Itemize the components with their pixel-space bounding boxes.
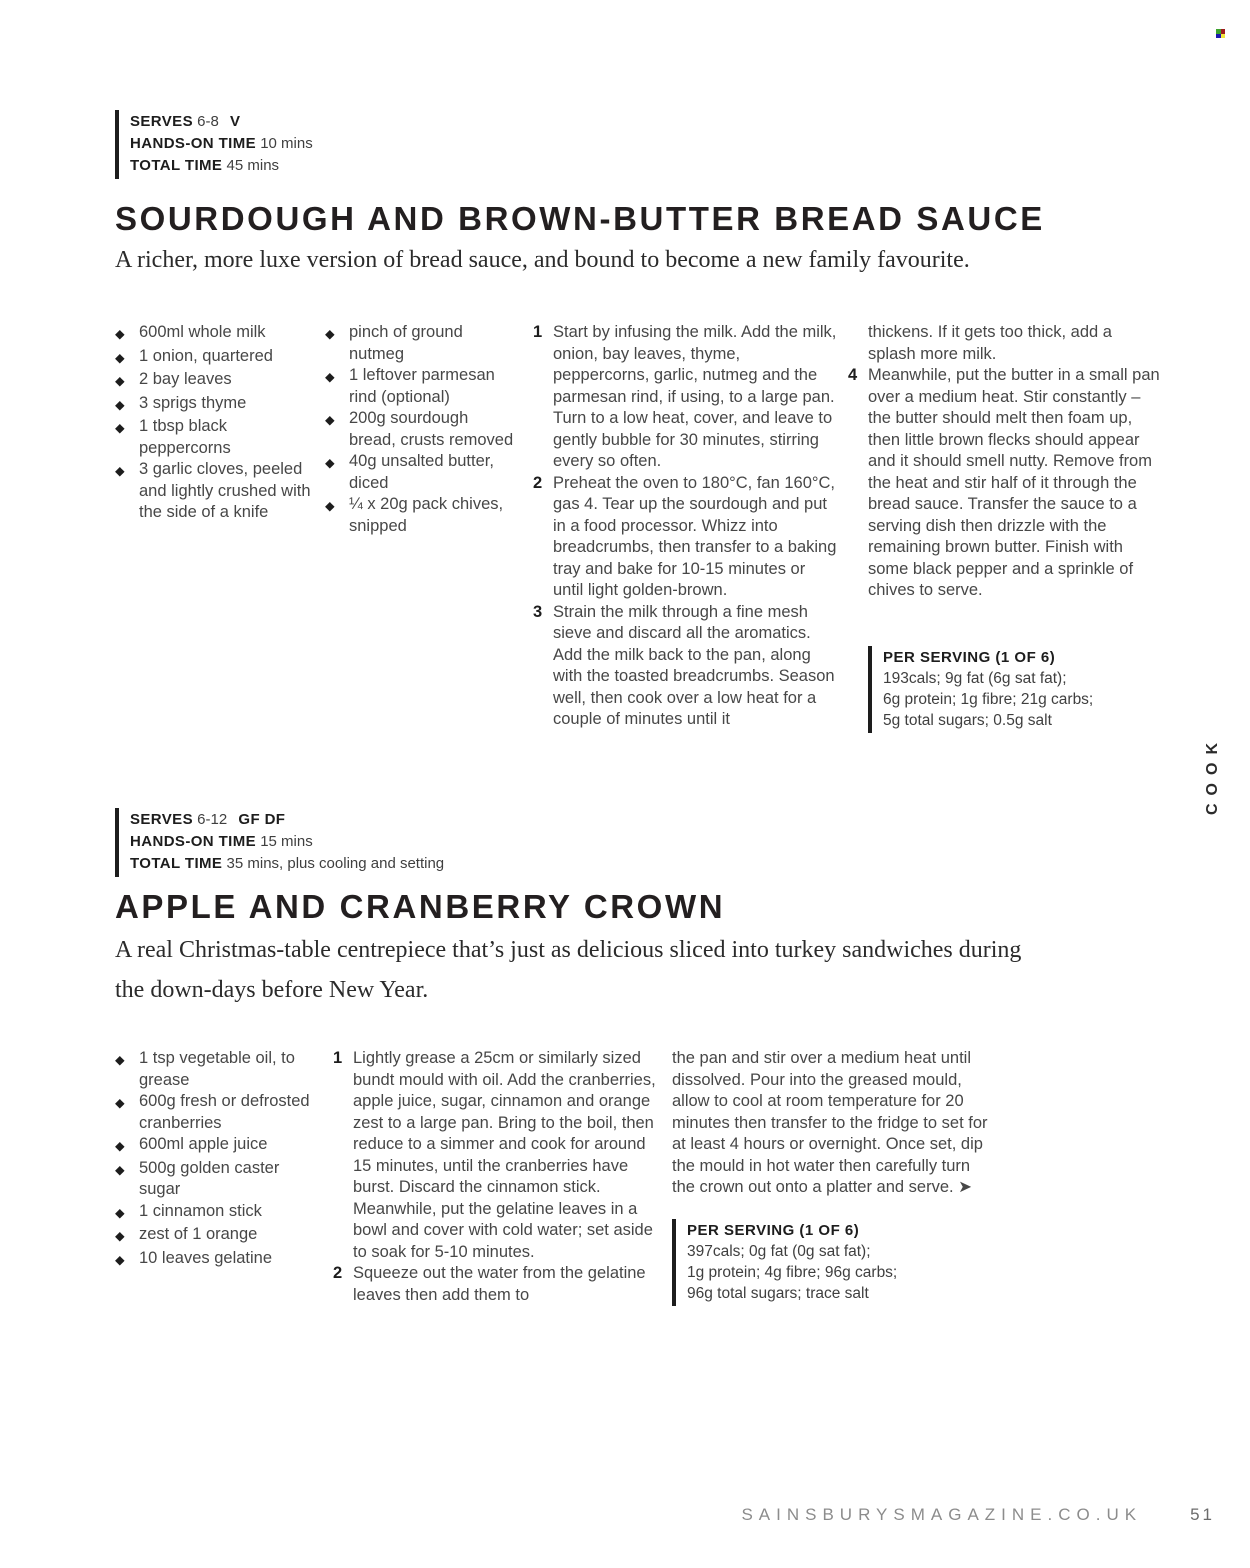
nutrition-line: 1g protein; 4g fibre; 96g carbs;	[687, 1263, 898, 1281]
per-serving-title: PER SERVING (1 OF 6)	[883, 648, 1056, 666]
serves-value: 6-8	[197, 113, 219, 130]
hands-on-time-label: HANDS-ON TIME	[130, 135, 257, 152]
method-step	[848, 322, 1160, 365]
ingredient-item	[325, 494, 519, 537]
ingredient-item	[115, 346, 311, 370]
method-step	[533, 473, 838, 602]
item-text: Lightly grease a 25cm or similarly sized bundt mould with oil. Add the cranberries, apple juice, sugar, cinnamon and orange zest to a large pan. Bring to the boil, then reduce to a simmer and cook for around 15 minutes, until the cranberries have burst. Discard the cinnamon stick. Meanwhile, put the gelatine leaves in a bowl and cover with cold water; set aside to soak for 5-10 minutes.	[353, 1049, 656, 1261]
diamond-bullet-icon: ◆	[115, 1162, 125, 1177]
total-time-label: TOTAL TIME	[130, 157, 223, 174]
nutrition-line: 193cals; 9g fat (6g sat fat);	[883, 669, 1067, 687]
diamond-bullet-icon: ◆	[115, 421, 125, 435]
step-number: 2	[533, 473, 543, 492]
recipe2-columns	[115, 1048, 1160, 1306]
item-text: Start by infusing the milk. Add the milk, onion, bay leaves, thyme, peppercorns, garlic, nutmeg and the parmesan rind, if using, to a large pan. Turn to a low heat, cover, and leave to gently bubble for 30 minutes, stirring every so often.	[553, 323, 837, 470]
ingredient-item	[325, 408, 519, 451]
recipe2-per-serving	[672, 1219, 994, 1306]
recipe1-intro: A richer, more luxe version of bread sauce, and bound to become a new family favourite.	[115, 247, 970, 273]
ingredient-item	[115, 1134, 319, 1158]
item-text: 1 cinnamon stick	[139, 1201, 262, 1220]
method-step	[333, 1048, 658, 1263]
item-text: 500g golden caster sugar	[139, 1158, 280, 1198]
step-number: 2	[333, 1264, 343, 1282]
diet-badge: GF DF	[238, 811, 286, 828]
item-text: 200g sourdough bread, crusts removed	[349, 409, 514, 449]
step-number: 1	[533, 323, 543, 341]
color-grid-br	[1221, 34, 1226, 39]
hands-on-time-label: HANDS-ON TIME	[130, 833, 257, 850]
step-number: 3	[533, 602, 543, 621]
recipe2-meta	[115, 808, 444, 877]
item-text: 600g fresh or defrosted cranberries	[139, 1092, 310, 1132]
total-time-value: 45 mins	[226, 157, 280, 174]
recipe1-title: SOURDOUGH AND BROWN-BUTTER BREAD SAUCE	[115, 200, 1045, 237]
recipe2-title: APPLE AND CRANBERRY CROWN	[115, 888, 726, 925]
item-text: Squeeze out the water from the gelatine leaves then add them to	[353, 1264, 646, 1304]
diamond-bullet-icon: ◆	[325, 499, 335, 513]
item-text: Meanwhile, put the butter in a small pan over a medium heat. Stir constantly – the butter should melt then foam up, then little brown flecks should appear and it should smell nutty. Remove from the heat and stir half of it through the bread sauce. Transfer the sauce to a serving dish then drizzle with the remaining brown butter. Finish with some black pepper and a sprinkle of chives to serve.	[868, 366, 1160, 599]
ingredient-item	[115, 322, 311, 346]
ingredient-item	[115, 1158, 319, 1201]
total-time-row	[130, 853, 444, 875]
ingredient-item	[325, 451, 519, 494]
serves-row	[130, 111, 313, 133]
ingredient-item	[115, 1201, 319, 1225]
item-text: 2 bay leaves	[139, 370, 232, 388]
recipe1-ingredients-col1	[115, 322, 325, 524]
hands-on-time-value: 10 mins	[260, 135, 313, 152]
section-tab-cook: COOK	[1204, 735, 1221, 815]
hands-on-time-row	[130, 133, 313, 155]
recipe2-method-col1	[333, 1048, 672, 1306]
step-number: 4	[848, 366, 858, 384]
recipe1-columns	[115, 322, 1160, 733]
nutrition-line: 6g protein; 1g fibre; 21g carbs;	[883, 690, 1094, 708]
diamond-bullet-icon: ◆	[325, 413, 335, 427]
recipe2-nutrition-lines	[687, 1241, 994, 1304]
item-text: 1 tsp vegetable oil, to grease	[139, 1049, 295, 1089]
serves-value: 6-12	[197, 811, 228, 828]
diamond-bullet-icon: ◆	[115, 350, 125, 365]
ingredient-item	[115, 393, 311, 417]
item-text: 600ml whole milk	[139, 323, 266, 341]
item-text: 1 leftover parmesan rind (optional)	[349, 366, 495, 406]
ingredient-item	[115, 1248, 319, 1272]
recipe2-method-col2	[672, 1048, 1002, 1306]
item-text: zest of 1 orange	[139, 1225, 258, 1243]
ingredient-item	[115, 459, 311, 524]
recipe1-ingredients-col2	[325, 322, 533, 537]
method-step	[333, 1263, 658, 1306]
item-text: 1 tbsp black peppercorns	[139, 417, 231, 457]
diamond-bullet-icon: ◆	[325, 456, 335, 470]
serves-row	[130, 809, 444, 831]
diamond-bullet-icon: ◆	[115, 1252, 125, 1267]
total-time-label: TOTAL TIME	[130, 855, 223, 872]
per-serving-title: PER SERVING (1 OF 6)	[687, 1221, 860, 1239]
diamond-bullet-icon: ◆	[115, 327, 125, 341]
diamond-bullet-icon: ◆	[115, 397, 125, 412]
ingredient-item	[115, 1224, 319, 1248]
total-time-value: 35 mins, plus cooling and setting	[226, 855, 445, 872]
item-text: Strain the milk through a fine mesh sieve and discard all the aromatics. Add the milk back to the pan, along with the toasted breadcrumbs. Season well, then cook over a low heat for a couple of minutes until it	[553, 602, 835, 728]
ingredient-item	[115, 1048, 319, 1091]
diamond-bullet-icon: ◆	[325, 327, 335, 341]
serves-label: SERVES	[130, 113, 193, 130]
diet-badge: V	[230, 113, 241, 130]
item-text: 1 onion, quartered	[139, 346, 273, 365]
diamond-bullet-icon: ◆	[115, 464, 125, 478]
recipe1-nutrition-lines	[883, 668, 1160, 731]
diamond-bullet-icon: ◆	[325, 370, 335, 384]
recipe1-meta	[115, 110, 313, 179]
ingredient-item	[115, 416, 311, 459]
nutrition-line: 96g total sugars; trace salt	[687, 1284, 869, 1302]
item-text: pinch of ground nutmeg	[349, 323, 463, 363]
step-number: 1	[333, 1049, 343, 1067]
item-text: 10 leaves gelatine	[139, 1248, 273, 1267]
page-number: 51	[1190, 1505, 1215, 1524]
recipe1-method-col2	[848, 322, 1160, 733]
method-step	[533, 602, 838, 731]
item-text: 600ml apple juice	[139, 1135, 268, 1153]
color-grid-icon	[1216, 29, 1225, 38]
diamond-bullet-icon: ◆	[115, 1229, 125, 1243]
hands-on-time-value: 15 mins	[260, 833, 313, 850]
diamond-bullet-icon: ◆	[115, 374, 125, 388]
total-time-row	[130, 155, 313, 177]
serves-label: SERVES	[130, 811, 193, 828]
item-text: 3 sprigs thyme	[139, 393, 247, 412]
item-text: 3 garlic cloves, peeled and lightly crushed with the side of a knife	[139, 460, 311, 521]
ingredient-item	[115, 369, 311, 393]
method-step	[848, 365, 1160, 602]
recipe2-ingredients-col1	[115, 1048, 333, 1271]
method-step	[533, 322, 838, 473]
ingredient-item	[325, 365, 519, 408]
recipe1-per-serving	[868, 646, 1160, 733]
nutrition-line: 5g total sugars; 0.5g salt	[883, 711, 1052, 729]
ingredient-item	[325, 322, 519, 365]
item-text: 40g unsalted butter, diced	[349, 452, 494, 492]
method-continuation: the pan and stir over a medium heat until dissolved. Pour into the greased mould, allow to cool at room temperature for 20 minutes then transfer to the fridge to set for at least 4 hours or overnight. Once set, dip the mould in hot water then carefully turn the crown out onto a platter and serve. ➤	[672, 1049, 988, 1196]
recipe2-intro: A real Christmas-table centrepiece that’s just as delicious sliced into turkey sandwiches during the down-days before New Year.	[115, 937, 1022, 1003]
recipe1-method-col2-steps	[848, 322, 1160, 602]
diamond-bullet-icon: ◆	[115, 1139, 125, 1153]
magazine-url: SAINSBURYSMAGAZINE.CO.UK	[741, 1505, 1143, 1524]
nutrition-line: 397cals; 0g fat (0g sat fat);	[687, 1242, 871, 1260]
page-footer	[741, 1505, 1215, 1525]
diamond-bullet-icon: ◆	[115, 1205, 125, 1220]
item-text: thickens. If it gets too thick, add a splash more milk.	[868, 323, 1112, 363]
hands-on-time-row	[130, 831, 444, 853]
diamond-bullet-icon: ◆	[115, 1096, 125, 1110]
item-text: ¼ x 20g pack chives, snipped	[349, 495, 504, 535]
diamond-bullet-icon: ◆	[115, 1053, 125, 1067]
item-text: Preheat the oven to 180°C, fan 160°C, gas 4. Tear up the sourdough and put in a food processor. Whizz into breadcrumbs, then transfer to a baking tray and bake for 10-15 minutes or until light golden-brown.	[553, 473, 837, 599]
ingredient-item	[115, 1091, 319, 1134]
recipe1-method-col1	[533, 322, 848, 731]
